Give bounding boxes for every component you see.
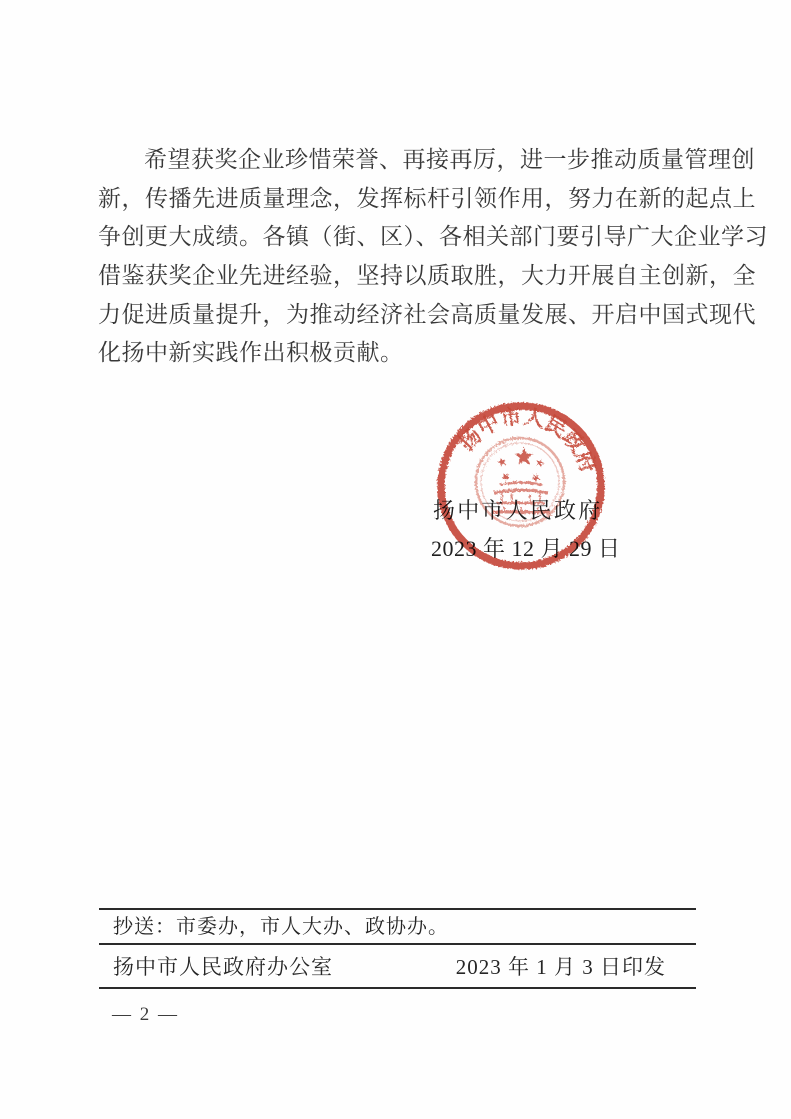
svg-text:扬中市人民政府 [454, 404, 600, 475]
body-line: 希望获奖企业珍惜荣誉、再接再厉，进一步推动质量管理创 [144, 147, 755, 172]
body-line: 借鉴获奖企业先进经验，坚持以质取胜，大力开展自主创新，全 [98, 263, 756, 289]
document-footer [99, 908, 696, 989]
issue-line [99, 945, 696, 989]
copy-to-line: 抄送：市委办，市人大办、政协办。 [99, 910, 696, 945]
body-line: 力促进质量提升，为推动经济社会高质量发展、开启中国式现代 [98, 301, 756, 327]
issuing-office: 扬中市人民政府办公室 [113, 955, 333, 979]
body-paragraph [98, 141, 768, 373]
signature-issuer: 扬中市人民政府 [433, 498, 603, 523]
body-line: 化扬中新实践作出积极贡献。 [98, 340, 404, 366]
body-line: 新，传播先进质量理念，发挥标杆引领作用，努力在新的起点上 [98, 185, 756, 211]
body-line: 争创更大成绩。各镇（街、区）、各相关部门要引导广大企业学习 [98, 224, 768, 250]
page-number: — 2 — [112, 1004, 179, 1025]
seal-ring-text: 扬中市人民政府 [454, 404, 601, 476]
print-date: 2023 年 1 月 3 日印发 [455, 955, 666, 979]
signature-date: 2023 年 12 月 29 日 [431, 536, 621, 561]
